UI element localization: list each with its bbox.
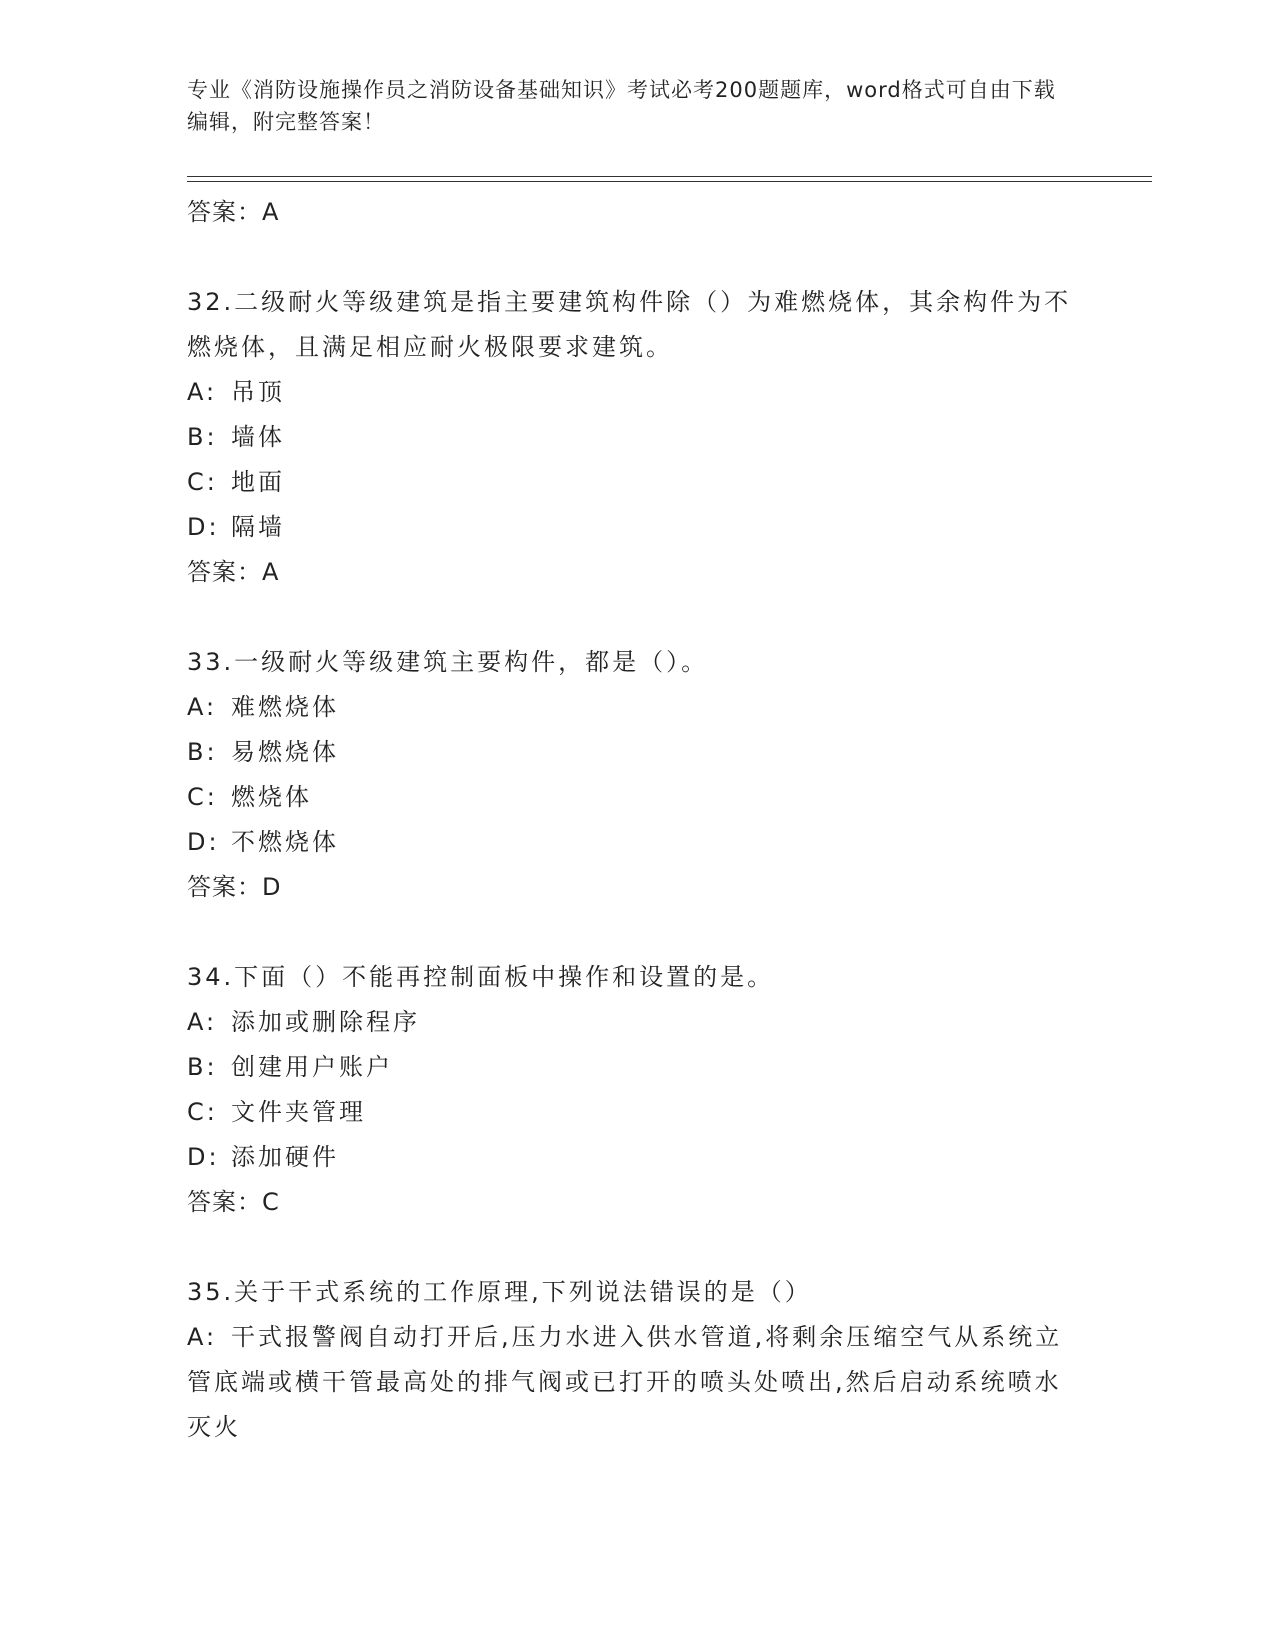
- answer-line: 答案：A: [187, 558, 280, 586]
- option-text: 添加硬件: [231, 1143, 339, 1171]
- option-letter: C:: [187, 468, 218, 496]
- option-text: 易燃烧体: [231, 738, 339, 766]
- option-text: 难燃烧体: [231, 693, 339, 721]
- option-text: 不燃烧体: [231, 828, 339, 856]
- question-block: [187, 280, 1087, 594]
- option-c: [187, 460, 1087, 505]
- question-block: [187, 955, 1087, 1224]
- question-text: 34.下面（）不能再控制面板中操作和设置的是。: [187, 963, 775, 991]
- spacer: [187, 1224, 1087, 1270]
- option-c: [187, 1090, 1087, 1135]
- answer-line: 答案：D: [187, 873, 282, 901]
- question-text: 32.二级耐火等级建筑是指主要建筑构件除（）为难燃烧体，其余构件为不燃烧体，且满足相应耐火极限要求建筑。: [187, 288, 1072, 361]
- option-b: [187, 1045, 1087, 1090]
- question-block: [187, 640, 1087, 909]
- option-a: [187, 685, 1087, 730]
- option-text: 燃烧体: [231, 783, 312, 811]
- option-c: [187, 775, 1087, 820]
- option-letter: D:: [187, 513, 220, 541]
- option-d: [187, 1135, 1087, 1180]
- option-text: 吊顶: [231, 378, 285, 406]
- answer-line: 答案：A: [187, 198, 280, 226]
- option-text: 添加或删除程序: [231, 1008, 420, 1036]
- question-text: 35.关于干式系统的工作原理,下列说法错误的是（）: [187, 1278, 812, 1306]
- option-b: [187, 730, 1087, 775]
- option-letter: A:: [187, 1323, 218, 1351]
- option-text: 墙体: [231, 423, 285, 451]
- spacer: [187, 234, 1087, 280]
- option-b: [187, 415, 1087, 460]
- option-letter: B:: [187, 1053, 218, 1081]
- question-block: [187, 1270, 1087, 1450]
- option-letter: C:: [187, 783, 218, 811]
- option-letter: D:: [187, 828, 220, 856]
- document-body: [187, 190, 1087, 1450]
- option-text: 文件夹管理: [231, 1098, 366, 1126]
- spacer: [187, 594, 1087, 640]
- option-letter: C:: [187, 1098, 218, 1126]
- answer-line: 答案：C: [187, 1188, 280, 1216]
- option-a: [187, 1315, 1087, 1450]
- option-text: 隔墙: [231, 513, 285, 541]
- header-divider-top: [187, 176, 1152, 177]
- option-letter: B:: [187, 423, 218, 451]
- option-letter: A:: [187, 1008, 218, 1036]
- option-d: [187, 505, 1087, 550]
- header-divider-bottom: [187, 181, 1152, 182]
- option-d: [187, 820, 1087, 865]
- option-text: 干式报警阀自动打开后,压力水进入供水管道,将剩余压缩空气从系统立管底端或横干管最高处的排气阀或已打开的喷头处喷出,然后启动系统喷水灭火: [187, 1323, 1063, 1441]
- document-header: 专业《消防设施操作员之消防设备基础知识》考试必考200题题库，word格式可自由下载编辑，附完整答案！: [187, 78, 1056, 134]
- option-text: 地面: [231, 468, 285, 496]
- spacer: [187, 909, 1087, 955]
- option-a: [187, 370, 1087, 415]
- option-letter: A:: [187, 378, 218, 406]
- option-letter: B:: [187, 738, 218, 766]
- option-a: [187, 1000, 1087, 1045]
- question-text: 33.一级耐火等级建筑主要构件，都是（）。: [187, 648, 709, 676]
- option-letter: A:: [187, 693, 218, 721]
- option-text: 创建用户账户: [231, 1053, 393, 1081]
- option-letter: D:: [187, 1143, 220, 1171]
